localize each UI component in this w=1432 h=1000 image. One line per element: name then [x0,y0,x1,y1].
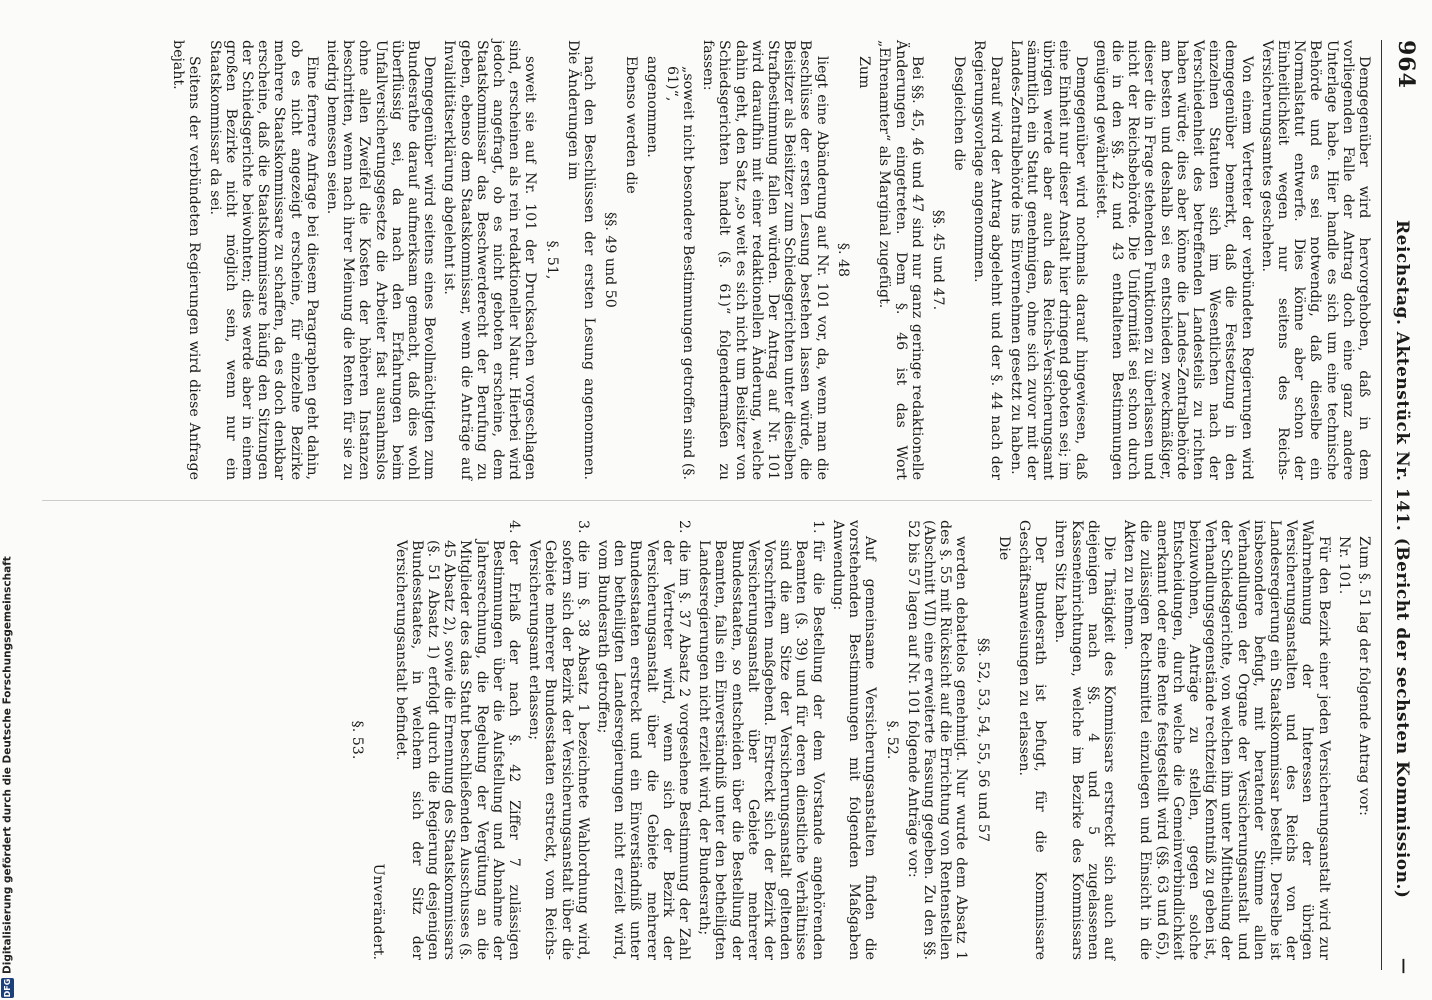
paragraph: liegt eine Abänderung auf Nr. 101 vor, da, wenn man die Beschlüsse der ersten Lesung bestehen lassen würde, die Beisitzer als Beisitzer zum Schiedsgerichten unter dieselben Strafbestimmung fallen würden. Der Antrag auf Nr. 101 wird daraufhin mit einer redaktionellen Änderung, welche dahin geht, den Satz „so weit es sich nicht um Beisitzer von Schiedsgerichten handelt (§. 61)“ folgendermaßen zu fassen: [700,40,830,480]
dfg-logo: DFG [3,978,12,998]
paragraph: Zum §. 51 lag der folgende Antrag vor: [1356,536,1372,816]
paragraph: Zum [856,56,873,89]
list-number: 1. [809,520,826,534]
paragraph: Für den Bezirk einer jeden Versicherungsanstalt wird zur Wahrnehmung der Interessen der übrigen Versicherungsanstalten und des Reichs von der Landesregierung ein Staatskommissar bestellt. Derselbe ist insbesondere befugt, mit beratender Stimme allen Verhandlungen der Organe der Versicherungsanstalt und der Schiedsgerichte, von welchen ihm unter Mittheilung der Verhandlungsgegenstände rechtzeitig Kenntniß zu geben ist, beizuwohnen, Anträge zu stellen, gegen solche Entscheidungen, durch welche die Gemeinverbindlichkeit anerkannt oder eine Rente festgestellt wird (§§. 63 und 65), die zulässigen Rechtsmittel einzulegen und Einsicht in die Akten zu nehmen. [1121,520,1332,960]
paragraph: soweit sie auf Nr. 101 der Drucksachen vorgeschlagen sind, erscheinen als rein redaktioneller Natur. Hierbei wird jedoch angefragt, ob es nicht geboten erscheine, dem Staatskommissar das Beschwerderecht der Berufung zu geben, ebenso dem Staatskommissar, wenn die Anträge auf Invaliditätserklärung abgelehnt ist. [441,40,539,480]
paragraph: Eine fernere Anfrage bei diesem Paragraphen geht dahin, ob es nicht angezeigt erscheine, für einzelne Bezirke mehrere Staatskommissare zu schaffen, da es doch denkbar erscheine, daß die Staatskommissare häufig den Sitzungen der Schiedsgerichte beiwohnten; dies werde aber in einem großen Bezirke nicht möglich sein, wenn nur ein Staatskommissar da sei. [206,40,320,480]
column-separator [42,500,1372,501]
paragraph: Die [995,536,1012,561]
list-text: für die Bestellung der dem Vorstande angehörenden Beamten (§. 39) und für deren dienstliche Verhältnisse sind die am Sitze der Versicherungsanstalt geltenden Vorschriften maßgebend. Erstreckt sich der Bezirk der Versicherungsanstalt über Gebiete mehrerer Bundesstaaten, so entscheiden über die Bestellung der Beamten, falls ein Einverständniß unter den betheiligten Landesregierungen nicht erzielt wird, der Bundesrath; [696,540,826,960]
paragraph: angenommen. [643,56,660,158]
header-dash: — [1395,958,1414,974]
section-heading: §. 51, [543,240,560,280]
paragraph: Nr. 101. [1335,536,1352,595]
rotated-document-sheet [24,0,1424,990]
right-column [344,520,1372,960]
section-heading: §. 48 [834,242,851,278]
list-number: 3. [574,520,591,534]
section-heading: §§. 49 und 50 [602,212,619,308]
section-heading: §§. 52, 53, 54, 55, 56 und 57 [974,638,991,842]
paragraph: Bei §§. 45, 46 und 47 sind nur ganz geringe redaktionelle Änderungen eingetreten. Dem §. 46 ist das Wort „Ehrenamter“ als Marginal zugefügt. [876,40,925,480]
list-item [526,520,591,960]
page-number: 964 [1393,40,1419,89]
footer-text: Digitalisierung gefördert durch die Deutsche Forschungsgemeinschaft [1,556,14,974]
list-text: der Erlaß der nach §. 42 Ziffer 7 zulässigen Bestimmungen über die Aufstellung und Abnahme der Jahresrechnung, die Regelung der Vergütung an die Mitglieder des das Statut beschließenden Ausschusses (§. 45 Absatz 2), sowie die Ernennung des Staatskommissars (§. 51 Absatz 1) erfolgt durch die Regierung desjenigen Bundesstaates, in welchem sich der Sitz der Versicherungsanstalt befindet. [392,540,523,960]
list-text: die im §. 38 Absatz 1 bezeichnete Wahlordnung wird, sofern sich der Bezirk der Versicherungsanstalt über die Gebiete mehrerer Bundesstaaten erstreckt, vom Reichs-Versicherungsamt erlassen; [526,540,591,960]
section-heading: §§. 45 und 47. [929,209,946,311]
paragraph: Desgleichen die [951,56,968,171]
paragraph: Die Thätigkeit des Kommissars erstreckt sich auch auf diejenigen nach §§. 4 und 5 zugelassenen Kasseneinrichtungen, welche im Bezirke des Kommissars ihren Sitz haben. [1052,520,1117,960]
list-number: 4. [506,520,523,534]
running-title: Reichstag. Aktenstück Nr. 141. (Bericht der sechsten Kommission.) [1392,220,1412,899]
paragraph: Der Bundesrath ist befugt, für die Kommissare Geschäftsanweisungen zu erlassen. [1015,520,1049,960]
left-column [166,40,1372,480]
paragraph: Demgegenüber wird nochmals darauf hingewiesen, daß eine Einheit nur dieser Anstalt hier dringend geboten sei; im übrigen werde aber auch das Reichs-Versicherungsamt sämmtlich ein Statut genehmigen, ohne sich zuvor mit der Landes-Zentralbehörde ins Einvernehmen gesetzt zu haben. [1007,40,1089,480]
header-rule [1381,40,1382,970]
paragraph: Auf gemeinsame Versicherungsanstalten finden die vorstehenden Bestimmungen mit folgenden Maßgaben Anwendung: [829,520,879,960]
quoted-text: „soweit nicht besondere Bestimmungen getroffen sind (§. 61)“, [663,66,697,480]
unchanged-note: Unverändert. [370,863,387,960]
section-heading: §. 52. [883,720,900,760]
list-item [595,520,692,960]
list-number: 2. [676,520,693,534]
paragraph: Seitens der verbündeten Regierungen wird diese Anfrage bejaht. [170,40,203,480]
paragraph: nach den Beschlüssen der ersten Lesung angenommen. Die Änderungen im [564,40,598,480]
paragraph: Von einem Vertreter der verbündeten Regierungen wird demgegenüber bemerkt, daß die Festsetzung in den einzelnen Statuten sich im Wesentlichen nach der Verschiedenheit des betreffenden Landesteils zu richten haben würde; dies aber könne die Landes-Zentralbehörde am besten und deshalb sei es entschieden zweckmäßiger, dieser die in Frage stehenden Funktionen zu überlassen und nicht der Reichsbehörde. Die Uniformität sei schon durch die in den §§. 42 und 43 enthaltenen Bestimmungen genügend gewährleistet. [1092,40,1255,480]
paragraph: werden debattelos genehmigt. Nur wurde dem Absatz 1 des §. 55 mit Rücksicht auf die Errichtung von Rentenstellen (Abschnitt VII) eine erweiterte Fassung gegeben. Zu den §§. 52 bis 57 lagen auf Nr. 101 folgende Anträge vor: [904,520,970,960]
paragraph: Demgegenüber wird seitens eines Bevollmächtigten zum Bundesrathe darauf aufmerksam gemacht, daß dies wohl überflüssig sei, da nach den Erfahrungen beim Unfallversicherungsgesetze die Arbeiter fast ausnahmslos ohne allen Zweifel die Kosten der höheren Instanzen beschritten, wenn nach ihrer Meinung die Renten für sie zu niedrig bemessen seien. [324,40,438,480]
section-heading: §. 53. [349,720,366,760]
paragraph: Darauf wird der Antrag abgelehnt und der §. 44 nach der Regierungsvorlage angenommen. [971,40,1004,480]
paragraph: Ebenso werden die [623,56,640,194]
list-item [392,520,522,960]
digitization-footer [1,556,21,998]
list-text: die im §. 37 Absatz 2 vorgesehene Bestimmung der Zahl der Vertreter wird, wenn sich der Bezirk der Versicherungsanstalt über die Gebiete mehrerer Bundesstaaten erstreckt und ein Einverständniß unter den betheiligten Landesregierungen nicht erzielt wird, vom Bundesrath getroffen; [595,540,693,960]
page-header [1384,40,1418,980]
paragraph: Demgegenüber wird hervorgehoben, daß in dem vorliegenden Falle der Antrag doch eine ganz andere Unterlage habe. Hier handle es sich um eine technische Behörde und es sei notwendig, daß dieselbe ein Normalstatut entwerfe. Dies könne aber schon der Einheitlichkeit wegen nur seitens des Reichs-Versicherungsamtes geschehen. [1258,40,1372,480]
list-item [696,520,826,960]
